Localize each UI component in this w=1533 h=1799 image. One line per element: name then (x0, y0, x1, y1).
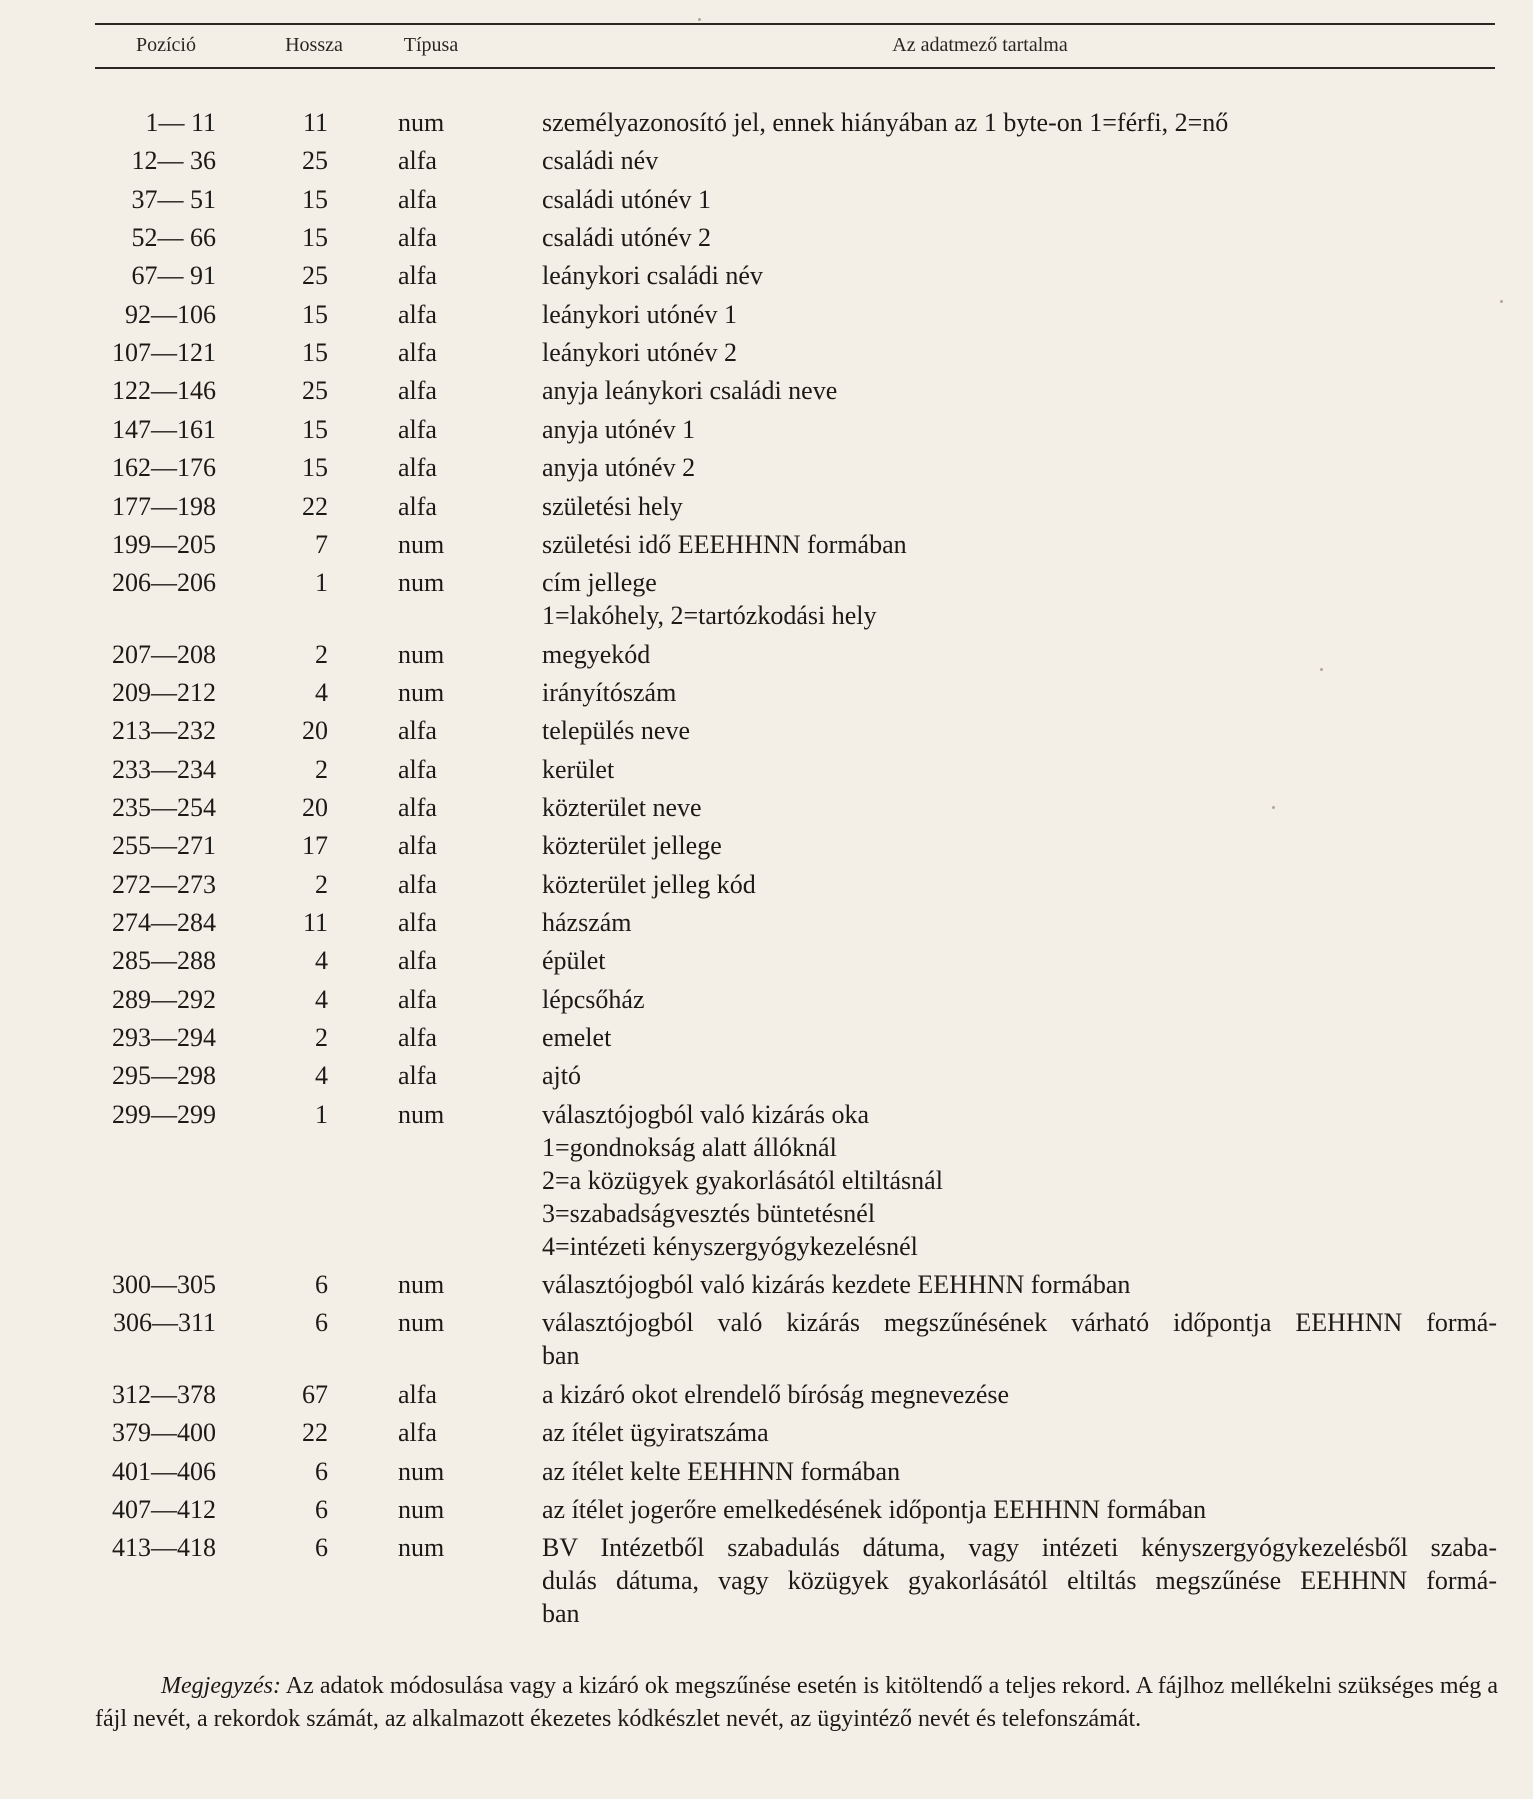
position-cell: 207—208 (112, 639, 216, 669)
position-cell: 37— 51 (131, 184, 216, 214)
type-cell: alfa (398, 146, 437, 176)
content-cell (542, 413, 1497, 446)
content-line: cím jellege (542, 568, 657, 598)
table-row (0, 1455, 1533, 1488)
position-cell: 379—400 (112, 1418, 216, 1448)
content-cell (542, 106, 1497, 139)
content-line: családi utónév 2 (542, 223, 711, 253)
position-cell: 300—305 (112, 1270, 216, 1300)
content-cell (542, 714, 1497, 747)
length-cell: 15 (302, 414, 328, 444)
table-row (0, 1098, 1533, 1263)
type-cell: alfa (398, 831, 437, 861)
content-line: a kizáró okot elrendelő bíróság megnevezése (542, 1379, 1010, 1409)
content-line: közterület jellege (542, 831, 722, 861)
length-cell: 22 (302, 491, 328, 521)
content-line: közterület neve (542, 792, 702, 822)
content-cell (542, 638, 1497, 671)
content-cell (542, 791, 1497, 824)
type-cell: alfa (398, 946, 437, 976)
content-line: lépcsőház (542, 984, 645, 1014)
table-row (0, 374, 1533, 407)
type-cell: num (398, 529, 445, 559)
type-cell: alfa (398, 908, 437, 937)
content-cell (542, 183, 1497, 216)
length-cell: 15 (302, 338, 328, 368)
content-line: irányítószám (542, 677, 677, 707)
table-row (0, 490, 1533, 523)
footnote-lead: Megjegyzés: (161, 1673, 281, 1699)
content-cell (542, 1021, 1497, 1054)
table-top-rule (95, 23, 1495, 25)
content-line: dulás dátuma, vagy közügyek gyakorlásától eltiltás megszűnése EEHHNN formá- (542, 1566, 1497, 1596)
type-cell: num (398, 639, 445, 669)
content-cell (542, 298, 1497, 331)
length-cell: 4 (315, 1061, 328, 1091)
content-cell (542, 451, 1497, 484)
table-row (0, 983, 1533, 1016)
content-line: 2=a közügyek gyakorlásától eltiltásnál (542, 1165, 943, 1195)
length-cell: 2 (315, 639, 328, 669)
table-row (0, 676, 1533, 709)
table-row (0, 1493, 1533, 1526)
content-line: születési hely (542, 491, 683, 521)
length-cell: 2 (315, 1023, 328, 1053)
paper-speck (1272, 806, 1275, 809)
column-header-content: Az adatmező tartalma (892, 34, 1068, 56)
table-row (0, 183, 1533, 216)
content-cell (542, 1531, 1497, 1630)
position-cell: 67— 91 (131, 261, 216, 291)
type-cell: alfa (398, 453, 437, 483)
content-line: 3=szabadságvesztés büntetésnél (542, 1198, 876, 1228)
content-cell (542, 753, 1497, 786)
content-line: az ítélet kelte EEHHNN formában (542, 1456, 901, 1486)
content-line: családi utónév 1 (542, 184, 711, 214)
content-line: leánykori utónév 2 (542, 338, 737, 368)
table-row (0, 259, 1533, 292)
content-line: megyekód (542, 639, 651, 669)
type-cell: alfa (398, 223, 437, 253)
length-cell: 67 (302, 1379, 328, 1409)
type-cell: alfa (398, 184, 437, 214)
length-cell: 22 (302, 1418, 328, 1448)
content-cell (542, 1059, 1497, 1092)
length-cell: 4 (315, 677, 328, 707)
content-line: anyja utónév 1 (542, 414, 696, 444)
content-line: ajtó (542, 1061, 581, 1091)
paper-speck (1500, 300, 1503, 303)
content-cell (542, 983, 1497, 1016)
content-line: személyazonosító jel, ennek hiányában az 1 byte-on 1=férfi, 2=nő (542, 108, 1229, 137)
position-cell: 285—288 (112, 946, 216, 976)
length-cell: 6 (315, 1456, 328, 1486)
content-line: választójogból való kizárás kezdete EEHHNN formában (542, 1270, 1131, 1300)
table-row (0, 451, 1533, 484)
content-cell (542, 566, 1497, 632)
content-line: anyja utónév 2 (542, 453, 696, 483)
length-cell: 15 (302, 223, 328, 253)
position-cell: 92—106 (125, 299, 216, 329)
length-cell: 4 (315, 984, 328, 1014)
type-cell: num (398, 1494, 445, 1524)
type-cell: num (398, 568, 445, 598)
table-row (0, 1416, 1533, 1449)
paper-speck (1320, 668, 1323, 671)
length-cell: 25 (302, 146, 328, 176)
content-line: kerület (542, 754, 615, 784)
type-cell: alfa (398, 491, 437, 521)
content-cell (542, 1268, 1497, 1301)
content-cell (542, 868, 1497, 901)
column-header-type: Típusa (403, 34, 459, 56)
position-cell: 1— 11 (145, 108, 216, 137)
length-cell: 15 (302, 299, 328, 329)
position-cell: 401—406 (112, 1456, 216, 1486)
table-row (0, 298, 1533, 331)
type-cell: alfa (398, 716, 437, 746)
content-cell (542, 676, 1497, 709)
position-cell: 306—311 (112, 1308, 216, 1338)
table-row (0, 906, 1533, 939)
position-cell: 413—418 (112, 1533, 216, 1563)
type-cell: alfa (398, 1379, 437, 1409)
table-row (0, 528, 1533, 561)
type-cell: alfa (398, 869, 437, 899)
length-cell: 6 (315, 1270, 328, 1300)
type-cell: alfa (398, 376, 437, 406)
content-line: az ítélet jogerőre emelkedésének időpontja EEHHNN formában (542, 1494, 1207, 1524)
type-cell: num (398, 1308, 445, 1338)
content-cell (542, 1378, 1497, 1411)
type-cell: alfa (398, 261, 437, 291)
content-cell (542, 336, 1497, 369)
length-cell: 15 (302, 184, 328, 214)
position-cell: 299—299 (112, 1099, 216, 1129)
type-cell: num (398, 677, 445, 707)
table-row (0, 144, 1533, 177)
content-cell (542, 944, 1497, 977)
position-cell: 122—146 (112, 376, 216, 406)
position-cell: 312—378 (112, 1379, 216, 1409)
length-cell: 17 (302, 831, 328, 861)
content-line: település neve (542, 716, 690, 746)
length-cell: 1 (315, 568, 328, 598)
position-cell: 213—232 (112, 716, 216, 746)
content-line: 1=gondnokság alatt állóknál (542, 1132, 837, 1162)
table-row (0, 106, 1533, 139)
content-line: anyja leánykori családi neve (542, 376, 838, 406)
position-cell: 233—234 (112, 754, 216, 784)
position-cell: 255—271 (112, 831, 216, 861)
type-cell: num (398, 1533, 445, 1563)
content-cell (542, 906, 1497, 939)
table-header-rule (95, 67, 1495, 69)
content-cell (542, 1098, 1497, 1263)
table-row (0, 829, 1533, 862)
type-cell: alfa (398, 754, 437, 784)
table-row (0, 221, 1533, 254)
type-cell: alfa (398, 792, 437, 822)
type-cell: alfa (398, 414, 437, 444)
length-cell: 6 (315, 1494, 328, 1524)
type-cell: num (398, 108, 445, 137)
type-cell: alfa (398, 338, 437, 368)
length-cell: 2 (315, 869, 328, 899)
content-cell (542, 1416, 1497, 1449)
table-row (0, 1378, 1533, 1411)
length-cell: 6 (315, 1533, 328, 1563)
position-cell: 107—121 (112, 338, 216, 368)
content-line: házszám (542, 908, 632, 937)
type-cell: alfa (398, 984, 437, 1014)
position-cell: 289—292 (112, 984, 216, 1014)
length-cell: 1 (315, 1099, 328, 1129)
content-line: emelet (542, 1023, 612, 1053)
table-row (0, 1268, 1533, 1301)
content-line: BV Intézetből szabadulás dátuma, vagy intézeti kényszergyógykezelésből szaba- (542, 1533, 1497, 1563)
position-cell: 295—298 (112, 1061, 216, 1091)
content-line: épület (542, 946, 606, 976)
content-line: ban (542, 1341, 580, 1371)
length-cell: 15 (302, 453, 328, 483)
type-cell: alfa (398, 1023, 437, 1053)
position-cell: 199—205 (112, 529, 216, 559)
length-cell: 25 (302, 376, 328, 406)
type-cell: alfa (398, 1418, 437, 1448)
table-row (0, 566, 1533, 632)
position-cell: 206—206 (112, 568, 216, 598)
length-cell: 25 (302, 261, 328, 291)
table-row (0, 1059, 1533, 1092)
table-row (0, 413, 1533, 446)
table-row (0, 753, 1533, 786)
table-row (0, 944, 1533, 977)
table-row (0, 714, 1533, 747)
type-cell: num (398, 1270, 445, 1300)
position-cell: 293—294 (112, 1023, 216, 1053)
position-cell: 235—254 (112, 792, 216, 822)
position-cell: 162—176 (112, 453, 216, 483)
content-cell (542, 221, 1497, 254)
content-line: 1=lakóhely, 2=tartózkodási hely (542, 601, 877, 631)
length-cell: 20 (302, 792, 328, 822)
table-row (0, 1531, 1533, 1630)
length-cell: 20 (302, 716, 328, 746)
position-cell: 272—273 (112, 869, 216, 899)
table-row (0, 336, 1533, 369)
length-cell: 6 (315, 1308, 328, 1338)
content-cell (542, 1455, 1497, 1488)
position-cell: 209—212 (112, 677, 216, 707)
content-cell (542, 829, 1497, 862)
position-cell: 147—161 (112, 414, 216, 444)
length-cell: 11 (302, 108, 328, 137)
content-line: 4=intézeti kényszergyógykezelésnél (542, 1231, 918, 1261)
type-cell: alfa (398, 299, 437, 329)
content-cell (542, 259, 1497, 292)
content-cell (542, 528, 1497, 561)
content-line: családi név (542, 146, 659, 176)
table-row (0, 791, 1533, 824)
type-cell: alfa (398, 1061, 437, 1091)
position-cell: 12— 36 (131, 146, 216, 176)
table-row (0, 1021, 1533, 1054)
position-cell: 177—198 (112, 491, 216, 521)
footnote (95, 1670, 1498, 1736)
content-line: leánykori utónév 1 (542, 299, 737, 329)
content-line: leánykori családi név (542, 261, 763, 291)
type-cell: num (398, 1456, 445, 1486)
position-cell: 407—412 (112, 1494, 216, 1524)
table-row (0, 868, 1533, 901)
length-cell: 2 (315, 754, 328, 784)
table-row (0, 638, 1533, 671)
position-cell: 274—284 (112, 908, 216, 937)
content-cell (542, 144, 1497, 177)
content-cell (542, 490, 1497, 523)
length-cell: 4 (315, 946, 328, 976)
content-cell (542, 1306, 1497, 1372)
content-cell (542, 1493, 1497, 1526)
content-line: választójogból való kizárás megszűnésének várható időpontja EEHHNN formá- (542, 1308, 1497, 1338)
type-cell: num (398, 1099, 445, 1129)
content-line: választójogból való kizárás oka (542, 1099, 870, 1129)
paper-speck (698, 18, 701, 21)
table-row (0, 1306, 1533, 1372)
length-cell: 7 (315, 529, 328, 559)
position-cell: 52— 66 (131, 223, 216, 253)
length-cell: 11 (302, 908, 328, 937)
content-line: az ítélet ügyiratszáma (542, 1418, 769, 1448)
content-cell (542, 374, 1497, 407)
content-line: születési idő EEEHHNN formában (542, 529, 907, 559)
content-line: közterület jelleg kód (542, 869, 756, 899)
content-line: ban (542, 1599, 580, 1629)
column-header-length: Hossza (285, 34, 343, 56)
footnote-text: Az adatok módosulása vagy a kizáró ok megszűnése esetén is kitöltendő a teljes rekord. A fájlhoz mellékelni szükséges még a fájl nevét, a rekordok számát, az alkalmazott ékezetes kódkészlet nevét, az ügyintéző nevét és telefonszámát. (95, 1673, 1498, 1732)
column-header-position: Pozíció (136, 34, 196, 56)
